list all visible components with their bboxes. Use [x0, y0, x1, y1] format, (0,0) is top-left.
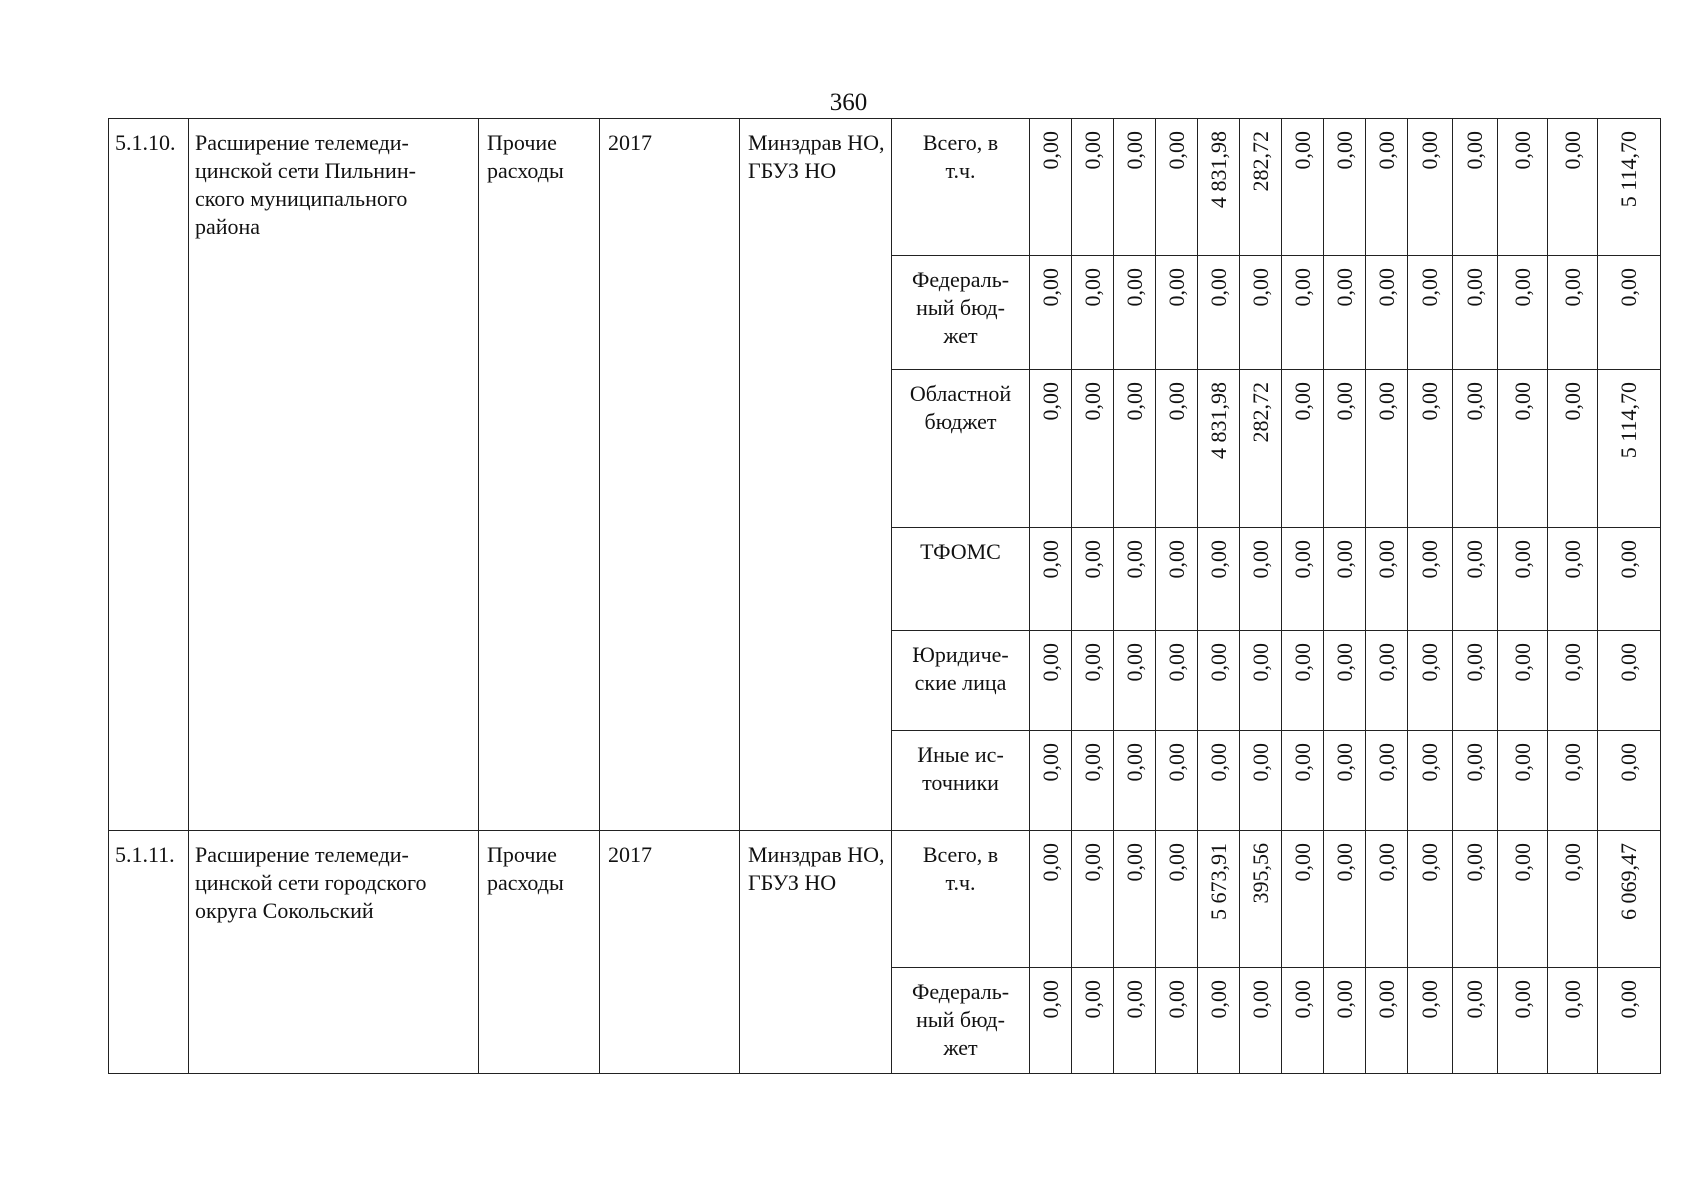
amount-value: 0,00	[1247, 980, 1273, 1019]
amount-value: 0,00	[1331, 382, 1357, 421]
amount-cell	[1198, 119, 1240, 256]
amount-value: 0,00	[1079, 843, 1105, 882]
funding-source-line: жет	[943, 323, 978, 348]
funding-source-label	[892, 119, 1030, 256]
amount-value: 0,00	[1079, 268, 1105, 307]
amount-cell	[1114, 831, 1156, 968]
amount-value: 0,00	[1037, 382, 1063, 421]
amount-cell	[1453, 731, 1498, 831]
amount-cell	[1408, 528, 1453, 631]
amount-value: 0,00	[1509, 131, 1535, 170]
amount-cell	[1408, 968, 1453, 1074]
amount-value: 0,00	[1079, 643, 1105, 682]
year: 2017	[600, 831, 740, 1074]
amount-cell	[1072, 119, 1114, 256]
amount-cell	[1598, 119, 1661, 256]
amount-cell	[1114, 631, 1156, 731]
amount-cell	[1324, 119, 1366, 256]
amount-cell	[1114, 528, 1156, 631]
amount-cell	[1030, 256, 1072, 370]
amount-cell	[1324, 968, 1366, 1074]
amount-cell	[1548, 831, 1598, 968]
amount-cell	[1240, 631, 1282, 731]
amount-value: 4 831,98	[1205, 131, 1231, 208]
amount-value: 0,00	[1417, 843, 1442, 882]
amount-cell	[1030, 731, 1072, 831]
amount-value: 0,00	[1559, 382, 1585, 421]
amount-value: 0,00	[1462, 131, 1487, 170]
amount-cell	[1408, 831, 1453, 968]
amount-value: 0,00	[1509, 643, 1535, 682]
amount-value: 6 069,47	[1616, 843, 1641, 920]
funding-source-label	[892, 370, 1030, 528]
amount-value: 0,00	[1037, 843, 1063, 882]
amount-value: 0,00	[1247, 540, 1273, 579]
funding-source-label	[892, 831, 1030, 968]
amount-value: 0,00	[1037, 643, 1063, 682]
amount-cell	[1453, 119, 1498, 256]
executor: Минздрав НО, ГБУЗ НО	[740, 831, 892, 1074]
funding-source-label	[892, 631, 1030, 731]
amount-cell	[1198, 731, 1240, 831]
amount-cell	[1498, 968, 1548, 1074]
amount-cell	[1072, 968, 1114, 1074]
amount-cell	[1366, 370, 1408, 528]
measure-code: 5.1.11.	[109, 831, 189, 1074]
amount-value: 0,00	[1509, 743, 1535, 782]
amount-value: 0,00	[1616, 980, 1641, 1019]
funding-source-line: Федераль-	[911, 979, 1010, 1004]
amount-cell	[1030, 119, 1072, 256]
amount-cell	[1240, 831, 1282, 968]
amount-cell	[1408, 631, 1453, 731]
amount-value: 0,00	[1559, 843, 1585, 882]
amount-cell	[1072, 731, 1114, 831]
amount-cell	[1072, 256, 1114, 370]
amount-value: 0,00	[1163, 843, 1189, 882]
budget-table	[108, 118, 1661, 1074]
amount-value: 0,00	[1163, 980, 1189, 1019]
funding-source-label	[892, 256, 1030, 370]
amount-cell	[1282, 370, 1324, 528]
amount-value: 0,00	[1417, 540, 1442, 579]
amount-cell	[1240, 256, 1282, 370]
amount-cell	[1282, 528, 1324, 631]
funding-source-line: Иные ис-	[917, 742, 1004, 767]
amount-cell	[1453, 256, 1498, 370]
amount-cell	[1498, 631, 1548, 731]
amount-value: 0,00	[1289, 843, 1315, 882]
amount-cell	[1548, 968, 1598, 1074]
amount-cell	[1598, 831, 1661, 968]
amount-value: 0,00	[1509, 382, 1535, 421]
measure-name-line: цинской сети городского	[195, 870, 427, 895]
amount-value: 0,00	[1289, 382, 1315, 421]
funding-source-line: Областной	[909, 381, 1012, 406]
amount-value: 0,00	[1373, 540, 1399, 579]
amount-cell	[1548, 528, 1598, 631]
amount-cell	[1408, 370, 1453, 528]
amount-value: 0,00	[1163, 268, 1189, 307]
amount-value: 0,00	[1373, 743, 1399, 782]
amount-cell	[1198, 528, 1240, 631]
amount-cell	[1548, 119, 1598, 256]
amount-cell	[1030, 968, 1072, 1074]
amount-cell	[1156, 968, 1198, 1074]
amount-cell	[1324, 731, 1366, 831]
funding-source-line: Всего, в	[922, 842, 999, 867]
amount-value: 0,00	[1616, 540, 1641, 579]
amount-cell	[1453, 968, 1498, 1074]
measure-name-line: ского муниципального	[195, 186, 408, 211]
amount-cell	[1072, 831, 1114, 968]
amount-cell	[1498, 731, 1548, 831]
amount-value: 0,00	[1509, 540, 1535, 579]
amount-cell	[1030, 631, 1072, 731]
amount-value: 282,72	[1247, 131, 1273, 192]
amount-value: 0,00	[1037, 540, 1063, 579]
amount-value: 0,00	[1462, 743, 1487, 782]
amount-value: 0,00	[1559, 643, 1585, 682]
amount-value: 0,00	[1163, 743, 1189, 782]
amount-cell	[1453, 528, 1498, 631]
amount-value: 0,00	[1373, 843, 1399, 882]
amount-value: 0,00	[1462, 980, 1487, 1019]
amount-value: 0,00	[1247, 643, 1273, 682]
amount-value: 0,00	[1289, 131, 1315, 170]
year: 2017	[600, 119, 740, 831]
amount-cell	[1240, 119, 1282, 256]
amount-value: 0,00	[1289, 268, 1315, 307]
amount-cell	[1114, 119, 1156, 256]
amount-value: 0,00	[1559, 131, 1585, 170]
funding-source-line: ские лица	[914, 670, 1007, 695]
amount-value: 0,00	[1331, 131, 1357, 170]
amount-cell	[1282, 968, 1324, 1074]
amount-cell	[1114, 370, 1156, 528]
page-number: 360	[829, 89, 868, 116]
amount-cell	[1366, 831, 1408, 968]
amount-value: 0,00	[1373, 382, 1399, 421]
amount-cell	[1498, 831, 1548, 968]
amount-value: 0,00	[1559, 743, 1585, 782]
measure-name-line: Расширение телемеди-	[195, 842, 409, 867]
measure-name-line: округа Сокольский	[195, 898, 374, 923]
amount-value: 0,00	[1289, 743, 1315, 782]
amount-value: 0,00	[1616, 743, 1641, 782]
amount-value: 0,00	[1205, 980, 1231, 1019]
funding-source-line: ный бюд-	[916, 1007, 1005, 1032]
amount-value: 0,00	[1037, 268, 1063, 307]
measure-name-line: района	[195, 214, 261, 239]
amount-value: 0,00	[1205, 743, 1231, 782]
funding-source-line: Всего, в	[922, 130, 999, 155]
amount-value: 0,00	[1462, 382, 1487, 421]
amount-cell	[1072, 528, 1114, 631]
amount-cell	[1114, 968, 1156, 1074]
amount-value: 0,00	[1205, 268, 1231, 307]
amount-cell	[1198, 631, 1240, 731]
amount-value: 0,00	[1079, 743, 1105, 782]
amount-value: 282,72	[1247, 382, 1273, 443]
measure-code: 5.1.10.	[109, 119, 189, 831]
amount-value: 0,00	[1037, 743, 1063, 782]
amount-cell	[1366, 731, 1408, 831]
executor: Минздрав НО, ГБУЗ НО	[740, 119, 892, 831]
amount-value: 0,00	[1331, 540, 1357, 579]
amount-value: 0,00	[1289, 980, 1315, 1019]
amount-cell	[1156, 831, 1198, 968]
amount-cell	[1156, 731, 1198, 831]
funding-source-line: ный бюд-	[916, 295, 1005, 320]
funding-source-line: Юридиче-	[912, 642, 1009, 667]
amount-value: 0,00	[1163, 540, 1189, 579]
amount-value: 0,00	[1509, 980, 1535, 1019]
amount-value: 0,00	[1509, 843, 1535, 882]
amount-cell	[1324, 370, 1366, 528]
amount-cell	[1114, 256, 1156, 370]
amount-cell	[1156, 528, 1198, 631]
amount-value: 0,00	[1121, 643, 1147, 682]
amount-value: 0,00	[1462, 643, 1487, 682]
amount-value: 0,00	[1373, 131, 1399, 170]
funding-source-line: т.ч.	[945, 870, 976, 895]
amount-cell	[1282, 631, 1324, 731]
table-row	[109, 119, 1661, 256]
table-row	[109, 831, 1661, 968]
amount-value: 0,00	[1417, 980, 1442, 1019]
amount-value: 0,00	[1037, 980, 1063, 1019]
amount-value: 0,00	[1331, 268, 1357, 307]
amount-cell	[1156, 119, 1198, 256]
amount-cell	[1282, 256, 1324, 370]
amount-cell	[1366, 968, 1408, 1074]
amount-value: 0,00	[1559, 540, 1585, 579]
amount-cell	[1072, 631, 1114, 731]
amount-cell	[1366, 256, 1408, 370]
amount-cell	[1240, 731, 1282, 831]
amount-cell	[1366, 119, 1408, 256]
amount-cell	[1240, 968, 1282, 1074]
amount-value: 0,00	[1247, 268, 1273, 307]
amount-value: 0,00	[1205, 643, 1231, 682]
amount-value: 0,00	[1205, 540, 1231, 579]
amount-cell	[1198, 968, 1240, 1074]
amount-value: 0,00	[1121, 980, 1147, 1019]
amount-cell	[1282, 119, 1324, 256]
funding-source-line: точники	[922, 770, 999, 795]
measure-name-line: цинской сети Пильнин-	[195, 158, 416, 183]
funding-source-label	[892, 731, 1030, 831]
amount-value: 0,00	[1462, 843, 1487, 882]
amount-cell	[1598, 528, 1661, 631]
amount-cell	[1240, 370, 1282, 528]
amount-cell	[1453, 370, 1498, 528]
amount-value: 0,00	[1163, 131, 1189, 170]
amount-value: 0,00	[1247, 743, 1273, 782]
amount-value: 4 831,98	[1205, 382, 1231, 459]
amount-value: 0,00	[1121, 540, 1147, 579]
amount-cell	[1156, 370, 1198, 528]
amount-value: 5 114,70	[1616, 131, 1641, 208]
amount-cell	[1598, 256, 1661, 370]
amount-value: 0,00	[1559, 980, 1585, 1019]
amount-cell	[1156, 256, 1198, 370]
funding-source-line: ТФОМС	[920, 539, 1001, 564]
amount-value: 0,00	[1616, 643, 1641, 682]
amount-value: 0,00	[1331, 643, 1357, 682]
amount-cell	[1198, 370, 1240, 528]
amount-cell	[1324, 631, 1366, 731]
amount-value: 0,00	[1079, 980, 1105, 1019]
amount-cell	[1548, 370, 1598, 528]
funding-source-label	[892, 528, 1030, 631]
amount-cell	[1030, 370, 1072, 528]
measure-name	[189, 831, 479, 1074]
amount-value: 0,00	[1121, 382, 1147, 421]
amount-value: 0,00	[1509, 268, 1535, 307]
amount-cell	[1498, 370, 1548, 528]
amount-cell	[1324, 528, 1366, 631]
amount-cell	[1408, 731, 1453, 831]
amount-value: 0,00	[1121, 268, 1147, 307]
measure-name	[189, 119, 479, 831]
amount-value: 0,00	[1289, 643, 1315, 682]
amount-value: 0,00	[1417, 268, 1442, 307]
amount-value: 0,00	[1462, 268, 1487, 307]
amount-cell	[1408, 119, 1453, 256]
amount-cell	[1282, 731, 1324, 831]
amount-cell	[1498, 528, 1548, 631]
amount-value: 0,00	[1373, 643, 1399, 682]
amount-cell	[1366, 631, 1408, 731]
amount-cell	[1072, 370, 1114, 528]
amount-value: 0,00	[1417, 382, 1442, 421]
amount-cell	[1030, 528, 1072, 631]
amount-value: 0,00	[1462, 540, 1487, 579]
expense-type: Прочие расходы	[479, 831, 600, 1074]
amount-cell	[1198, 256, 1240, 370]
amount-value: 0,00	[1121, 843, 1147, 882]
measure-name-line: Расширение телемеди-	[195, 130, 409, 155]
amount-cell	[1114, 731, 1156, 831]
amount-value: 0,00	[1373, 268, 1399, 307]
amount-cell	[1598, 731, 1661, 831]
amount-cell	[1240, 528, 1282, 631]
amount-cell	[1598, 370, 1661, 528]
amount-cell	[1324, 256, 1366, 370]
funding-source-line: бюджет	[924, 409, 997, 434]
amount-value: 0,00	[1417, 131, 1442, 170]
amount-value: 5 673,91	[1205, 843, 1231, 920]
amount-value: 0,00	[1037, 131, 1063, 170]
funding-source-line: жет	[943, 1035, 978, 1060]
amount-value: 0,00	[1417, 643, 1442, 682]
amount-value: 0,00	[1289, 540, 1315, 579]
amount-cell	[1366, 528, 1408, 631]
amount-value: 0,00	[1079, 131, 1105, 170]
amount-cell	[1548, 631, 1598, 731]
amount-value: 0,00	[1121, 131, 1147, 170]
amount-cell	[1156, 631, 1198, 731]
amount-cell	[1498, 119, 1548, 256]
amount-cell	[1598, 631, 1661, 731]
amount-cell	[1548, 731, 1598, 831]
amount-value: 0,00	[1331, 843, 1357, 882]
amount-value: 0,00	[1079, 382, 1105, 421]
expense-type: Прочие расходы	[479, 119, 600, 831]
amount-value: 0,00	[1079, 540, 1105, 579]
amount-value: 0,00	[1331, 743, 1357, 782]
amount-cell	[1030, 831, 1072, 968]
amount-cell	[1453, 631, 1498, 731]
amount-cell	[1324, 831, 1366, 968]
amount-cell	[1198, 831, 1240, 968]
amount-value: 0,00	[1331, 980, 1357, 1019]
amount-value: 0,00	[1559, 268, 1585, 307]
funding-source-line: Федераль-	[911, 267, 1010, 292]
amount-value: 0,00	[1417, 743, 1442, 782]
amount-cell	[1548, 256, 1598, 370]
amount-value: 0,00	[1373, 980, 1399, 1019]
amount-value: 0,00	[1163, 643, 1189, 682]
amount-value: 5 114,70	[1616, 382, 1641, 459]
amount-value: 395,56	[1247, 843, 1273, 904]
amount-cell	[1408, 256, 1453, 370]
funding-source-label	[892, 968, 1030, 1074]
amount-value: 0,00	[1163, 382, 1189, 421]
funding-source-line: т.ч.	[945, 158, 976, 183]
amount-cell	[1498, 256, 1548, 370]
amount-cell	[1282, 831, 1324, 968]
amount-value: 0,00	[1616, 268, 1641, 307]
amount-cell	[1598, 968, 1661, 1074]
amount-value: 0,00	[1121, 743, 1147, 782]
amount-cell	[1453, 831, 1498, 968]
